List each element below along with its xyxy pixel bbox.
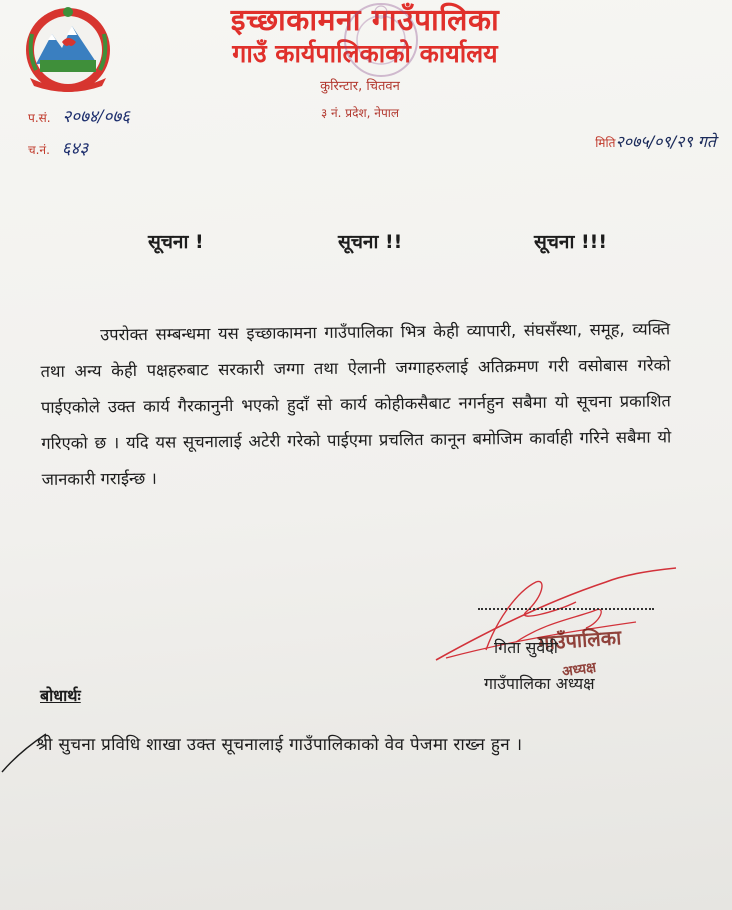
- ps-label: प.सं.: [28, 111, 51, 125]
- date-label: मिति: [595, 136, 616, 150]
- date-value: २०७५/०९/२९ गते: [615, 132, 716, 151]
- date-row: [595, 130, 716, 152]
- cn-value: ६४३: [61, 139, 89, 159]
- cn-row: [28, 136, 88, 159]
- cc-label: बोधार्थः: [40, 686, 81, 705]
- cn-label: च.नं.: [28, 143, 50, 157]
- notice-heading-3: सूचना !!!: [534, 231, 607, 253]
- cc-text: श्री सुचना प्रविधि शाखा उक्त सूचनालाई गाउँपालिकाको वेव पेजमा राख्न हुन ।: [36, 735, 523, 755]
- address-line-2: ३ नं. प्रदेश, नेपाल: [320, 106, 400, 120]
- office-title: गाउँ कार्यपालिकाको कार्यालय: [232, 39, 498, 68]
- notice-body: [40, 311, 672, 498]
- signatory-name: गिता सुवेदी: [494, 638, 558, 657]
- notice-heading-1: सूचना !: [148, 231, 204, 253]
- signature-line: [478, 608, 654, 610]
- body-paragraph: उपरोक्त सम्बन्धमा यस इच्छाकामना गाउँपालिका भित्र केही व्यापारी, संघसँस्था, समूह, व्यक्ति तथा अन्य केही पक्षहरुबाट सरकारी जग्गा तथा ऐलानी जग्गाहरुलाई अतिक्रमण गरी वसोबास गरेको पाईएकोले उक्त कार्य गैरकानुनी भएको हुदाँ सो कार्य कोहीकसैबाट नगर्नहुन सबैमा यो सूचना प्रकाशित गरिएको छ । यदि यस सूचनालाई अटेरी गरेको पाईएमा प्रचलित कानून बमोजिम कार्वाही गरिने सबैमा यो जानकारी गराईन्छ ।: [40, 319, 672, 489]
- ps-row: [28, 104, 130, 127]
- org-title: इच्छाकामना गाउँपालिका: [230, 3, 500, 38]
- nepal-emblem-icon: [22, 4, 114, 96]
- signatory-stamp-2: अध्यक्ष: [561, 659, 598, 681]
- ps-value: २०७४/०७६: [62, 107, 130, 127]
- address-line-1: कुरिन्टार, चितवन: [320, 79, 400, 94]
- signatory-stamp: गाउँपालिका: [537, 625, 623, 655]
- notice-heading-2: सूचना !!: [338, 231, 403, 253]
- signatory-title: गाउँपालिका अध्यक्ष: [484, 674, 595, 693]
